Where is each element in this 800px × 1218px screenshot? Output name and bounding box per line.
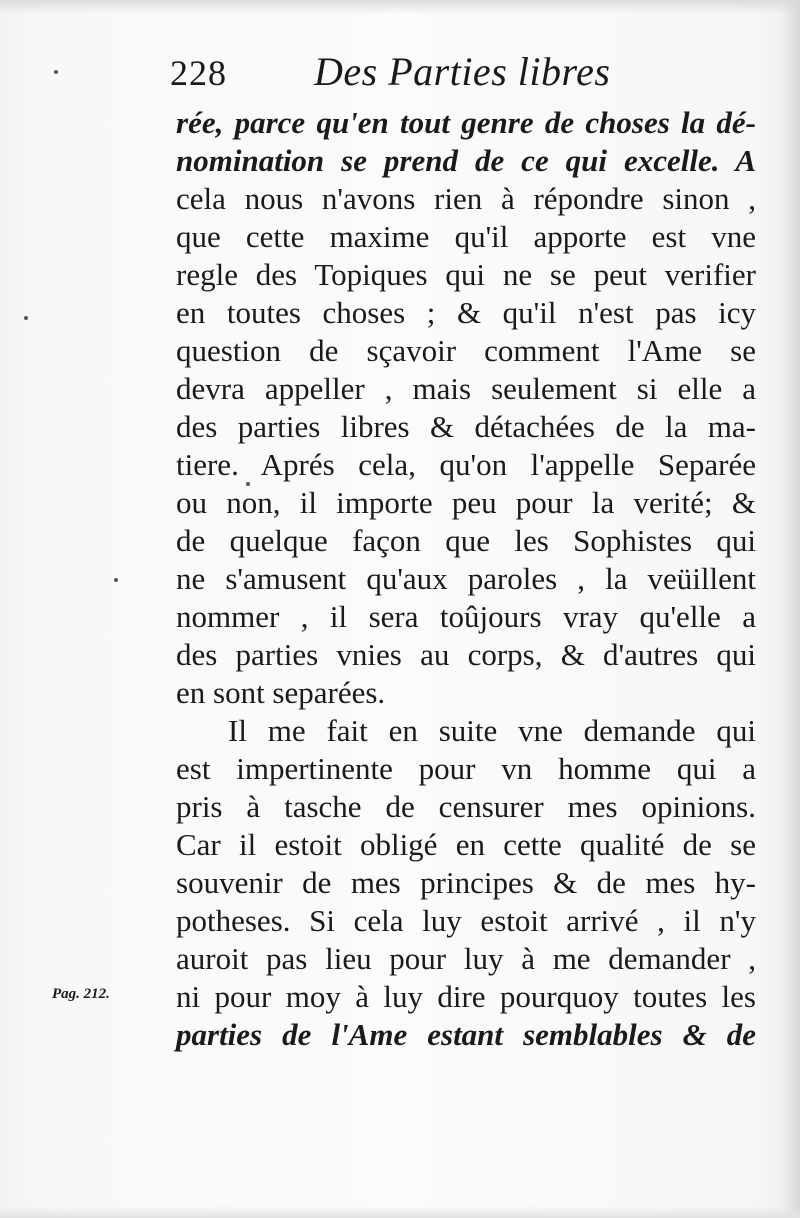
text-line: pris à tasche de censurer mes opinions. xyxy=(176,789,756,824)
text-line: cela nous n'avons rien à répondre sinon , xyxy=(176,181,756,216)
running-title: Des Parties libres xyxy=(314,49,611,94)
text-line: en sont separées. xyxy=(176,675,386,710)
text-line: potheses. Si cela luy estoit arrivé , il n'y xyxy=(176,903,756,938)
text-line: devra appeller , mais seulement si elle a xyxy=(176,371,756,406)
text-line: parties de l'Ame estant semblables & de xyxy=(176,1017,756,1052)
page-number: 228 xyxy=(170,53,227,93)
page-edge-shadow-bottom xyxy=(0,1206,800,1218)
text-line: rée, parce qu'en tout genre de choses la dé- xyxy=(176,105,756,140)
text-line: de quelque façon que les Sophistes qui xyxy=(176,523,756,558)
text-line: ni pour moy à luy dire pourquoy toutes les xyxy=(176,979,756,1014)
text-line: que cette maxime qu'il apporte est vne xyxy=(176,219,756,254)
text-line: auroit pas lieu pour luy à me demander , xyxy=(176,941,756,976)
page-edge-shadow-right xyxy=(782,0,800,1218)
page-header xyxy=(170,44,770,100)
margin-note: Pag. 212. xyxy=(52,986,110,1002)
text-line: en toutes choses ; & qu'il n'est pas icy xyxy=(176,295,756,330)
text-line: ou non, il importe peu pour la verité; & xyxy=(176,485,756,520)
text-line: Il me fait en suite vne demande qui xyxy=(228,713,756,748)
text-line: ne s'amusent qu'aux paroles , la veüillent xyxy=(176,561,756,596)
text-line: nomination se prend de ce qui excelle. A xyxy=(176,143,756,178)
text-line: question de sçavoir comment l'Ame se xyxy=(176,333,756,368)
body-text xyxy=(176,104,756,1054)
text-line: regle des Topiques qui ne se peut verifier xyxy=(176,257,756,292)
text-line: Car il estoit obligé en cette qualité de se xyxy=(176,827,756,862)
text-line: tiere. Aprés cela, qu'on l'appelle Separée xyxy=(176,447,756,482)
text-line: est impertinente pour vn homme qui a xyxy=(176,751,756,786)
text-line: des parties libres & détachées de la ma- xyxy=(176,409,756,444)
text-line: nommer , il sera toûjours vray qu'elle a xyxy=(176,599,756,634)
text-line: des parties vnies au corps, & d'autres qui xyxy=(176,637,756,672)
page-edge-shadow-top xyxy=(0,0,800,14)
text-line: souvenir de mes principes & de mes hy- xyxy=(176,865,756,900)
